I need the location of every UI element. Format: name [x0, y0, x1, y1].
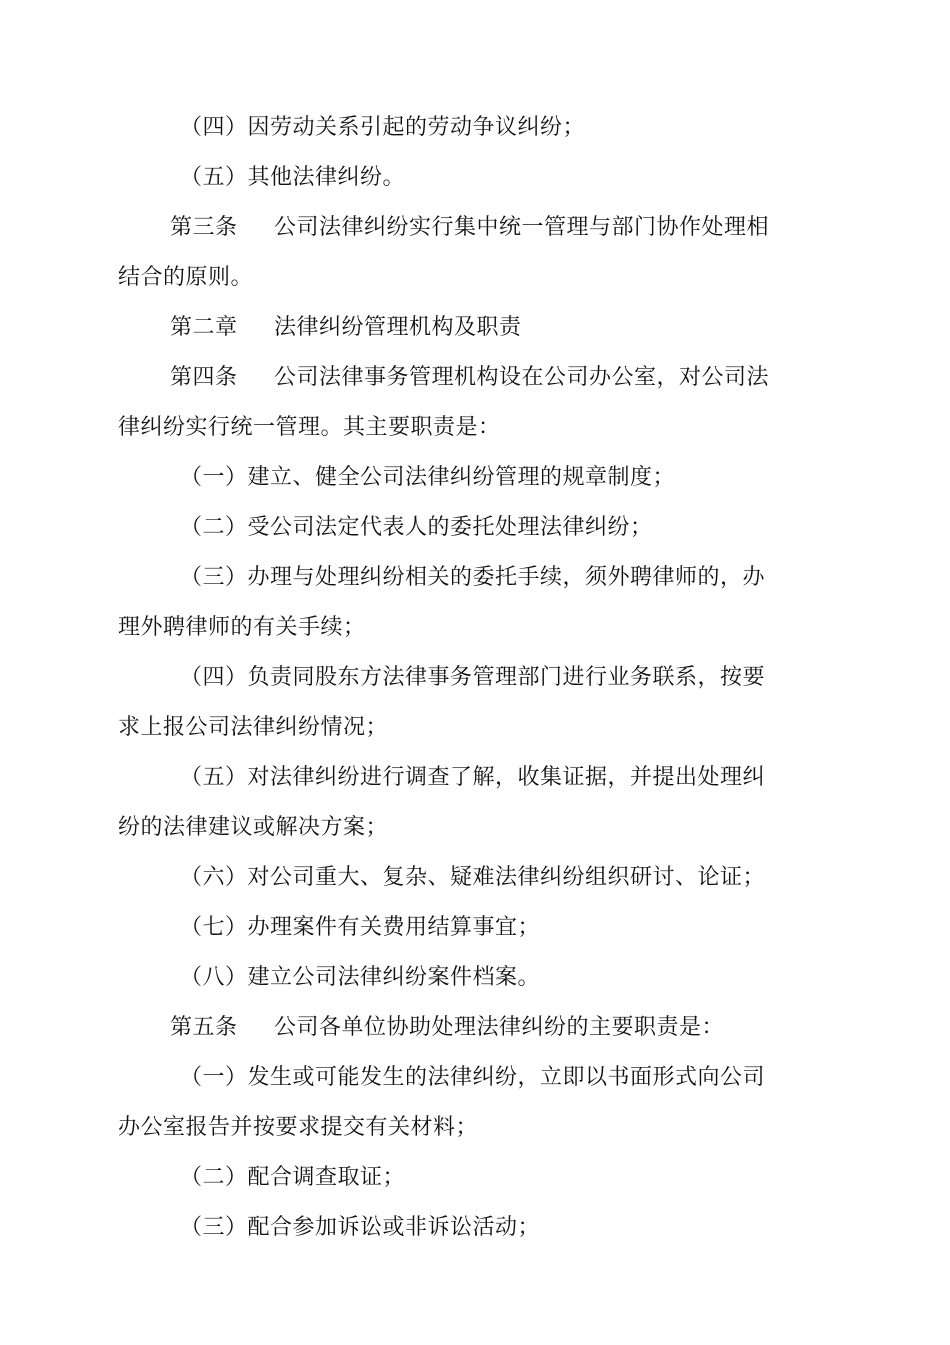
- continuation-line: 结合的原则。: [118, 265, 254, 290]
- list-item: （二）配合调查取证；: [180, 1165, 406, 1190]
- list-item: （一）发生或可能发生的法律纠纷，立即以书面形式向公司: [180, 1065, 766, 1090]
- continuation-line: 求上报公司法律纠纷情况；: [118, 715, 389, 740]
- list-item: （一）建立、健全公司法律纠纷管理的规章制度；: [180, 465, 676, 490]
- list-item: （五）其他法律纠纷。: [180, 165, 406, 190]
- chapter-number: 第二章: [170, 315, 238, 340]
- list-item: （八）建立公司法律纠纷案件档案。: [180, 965, 541, 990]
- article-number: 第三条: [170, 215, 238, 240]
- list-item: （三）配合参加诉讼或非诉讼活动；: [180, 1215, 541, 1240]
- article-line: [118, 203, 778, 253]
- article-number: 第五条: [170, 1015, 238, 1040]
- chapter-title: 法律纠纷管理机构及职责: [274, 315, 522, 340]
- article-text: 公司各单位协助处理法律纠纷的主要职责是：: [274, 1015, 725, 1040]
- list-item: （七）办理案件有关费用结算事宜；: [180, 915, 541, 940]
- list-item: （五）对法律纠纷进行调查了解，收集证据，并提出处理纠: [180, 765, 766, 790]
- list-item: （二）受公司法定代表人的委托处理法律纠纷；: [180, 515, 653, 540]
- article-text: 公司法律事务管理机构设在公司办公室，对公司法: [274, 365, 770, 390]
- article-line: [118, 353, 778, 403]
- list-item: （四）因劳动关系引起的劳动争议纠纷；: [180, 115, 586, 140]
- list-item: （六）对公司重大、复杂、疑难法律纠纷组织研讨、论证；: [180, 865, 766, 890]
- continuation-line: 理外聘律师的有关手续；: [118, 615, 366, 640]
- list-item: （三）办理与处理纠纷相关的委托手续，须外聘律师的，办: [180, 565, 766, 590]
- continuation-line: 纷的法律建议或解决方案；: [118, 815, 389, 840]
- document-page: [118, 103, 778, 1253]
- list-item: （四）负责同股东方法律事务管理部门进行业务联系，按要: [180, 665, 766, 690]
- continuation-line: 律纠纷实行统一管理。其主要职责是：: [118, 415, 501, 440]
- chapter-heading: [118, 303, 778, 353]
- article-text: 公司法律纠纷实行集中统一管理与部门协作处理相: [274, 215, 770, 240]
- continuation-line: 办公室报告并按要求提交有关材料；: [118, 1115, 479, 1140]
- article-number: 第四条: [170, 365, 238, 390]
- article-line: [118, 1003, 778, 1053]
